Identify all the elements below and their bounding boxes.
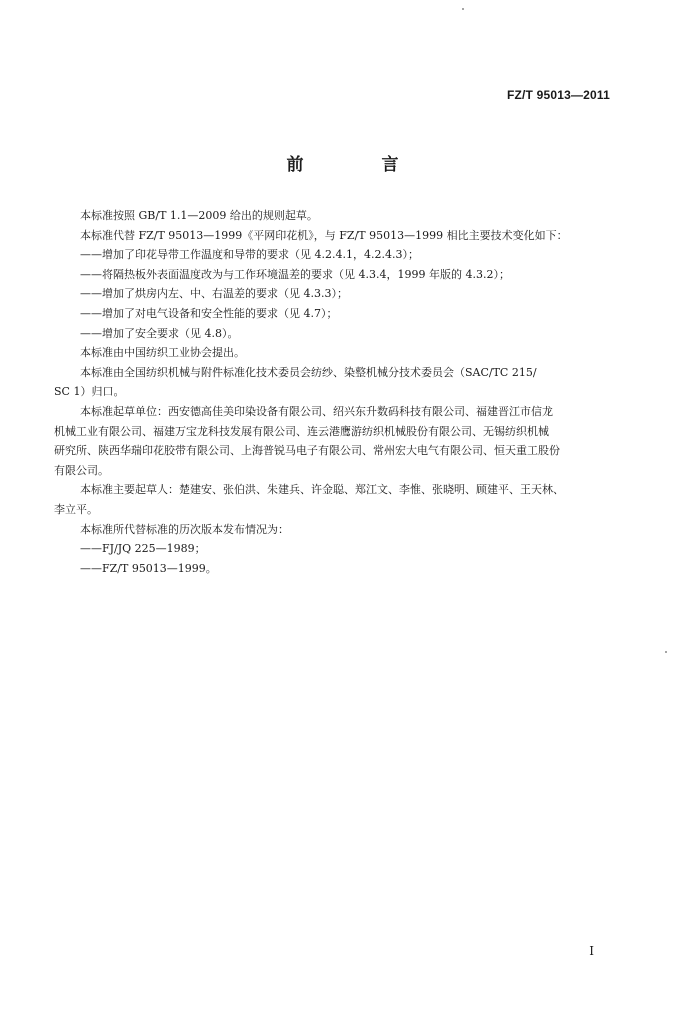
standard-number: FZ/T 95013—2011 [506, 88, 610, 102]
paragraph-proposer: 本标准由中国纺织工业协会提出。 [80, 346, 245, 360]
paragraph-drafters-line-1: 本标准主要起草人：楚建安、张伯洪、朱建兵、许金聪、郑江文、李惟、张晓明、顾建平、王天林、 [80, 483, 564, 497]
paragraph-drafting-rules: 本标准按照 GB/T 1.1—2009 给出的规则起草。 [80, 209, 318, 222]
paragraph-drafting-units-line-4: 有限公司。 [54, 463, 109, 477]
paragraph-drafting-units-line-1: 本标准起草单位：西安德高佳美印染设备有限公司、绍兴东升数码科技有限公司、福建晋江市信龙 [80, 404, 553, 418]
paragraph-committee-line-1: 本标准由全国纺织机械与附件标准化技术委员会纺纱、染整机械分技术委员会（SAC/TC 215/ [80, 365, 537, 379]
paragraph-drafting-units-line-3: 研究所、陕西华瑞印花胶带有限公司、上海普锐马电子有限公司、常州宏大电气有限公司、恒天重工股份 [54, 444, 560, 458]
history-item: ——FZ/T 95013—1999。 [80, 561, 217, 575]
change-item: ——增加了印花导带工作温度和导带的要求（见 4.2.4.1，4.2.4.3）； [80, 248, 419, 262]
change-item: ——增加了安全要求（见 4.8）。 [80, 326, 239, 340]
page-title: 前 言 [286, 155, 435, 175]
history-item: ——FJ/JQ 225—1989； [80, 542, 206, 556]
paragraph-replaces: 本标准代替 FZ/T 95013—1999《平网印花机》，与 FZ/T 95013—1999 相比主要技术变化如下： [80, 228, 568, 242]
page-number: I [589, 944, 594, 958]
paragraph-committee-line-2: SC 1）归口。 [54, 385, 125, 399]
change-item: ——增加了烘房内左、中、右温差的要求（见 4.3.3）； [80, 287, 348, 301]
foreword-body [54, 206, 612, 578]
paragraph-drafting-units-line-2: 机械工业有限公司、福建万宝龙科技发展有限公司、连云港鹰游纺织机械股份有限公司、无锡纺织机械 [54, 424, 549, 438]
scan-speck [462, 8, 464, 10]
paragraph-drafters-line-2: 李立平。 [54, 502, 98, 516]
change-item: ——增加了对电气设备和安全性能的要求（见 4.7）； [80, 306, 338, 320]
change-item: ——将隔热板外表面温度改为与工作环境温差的要求（见 4.3.4，1999 年版的 4.3.2）； [80, 267, 510, 281]
scan-speck [665, 651, 667, 653]
paragraph-history-intro: 本标准所代替标准的历次版本发布情况为： [80, 522, 289, 536]
